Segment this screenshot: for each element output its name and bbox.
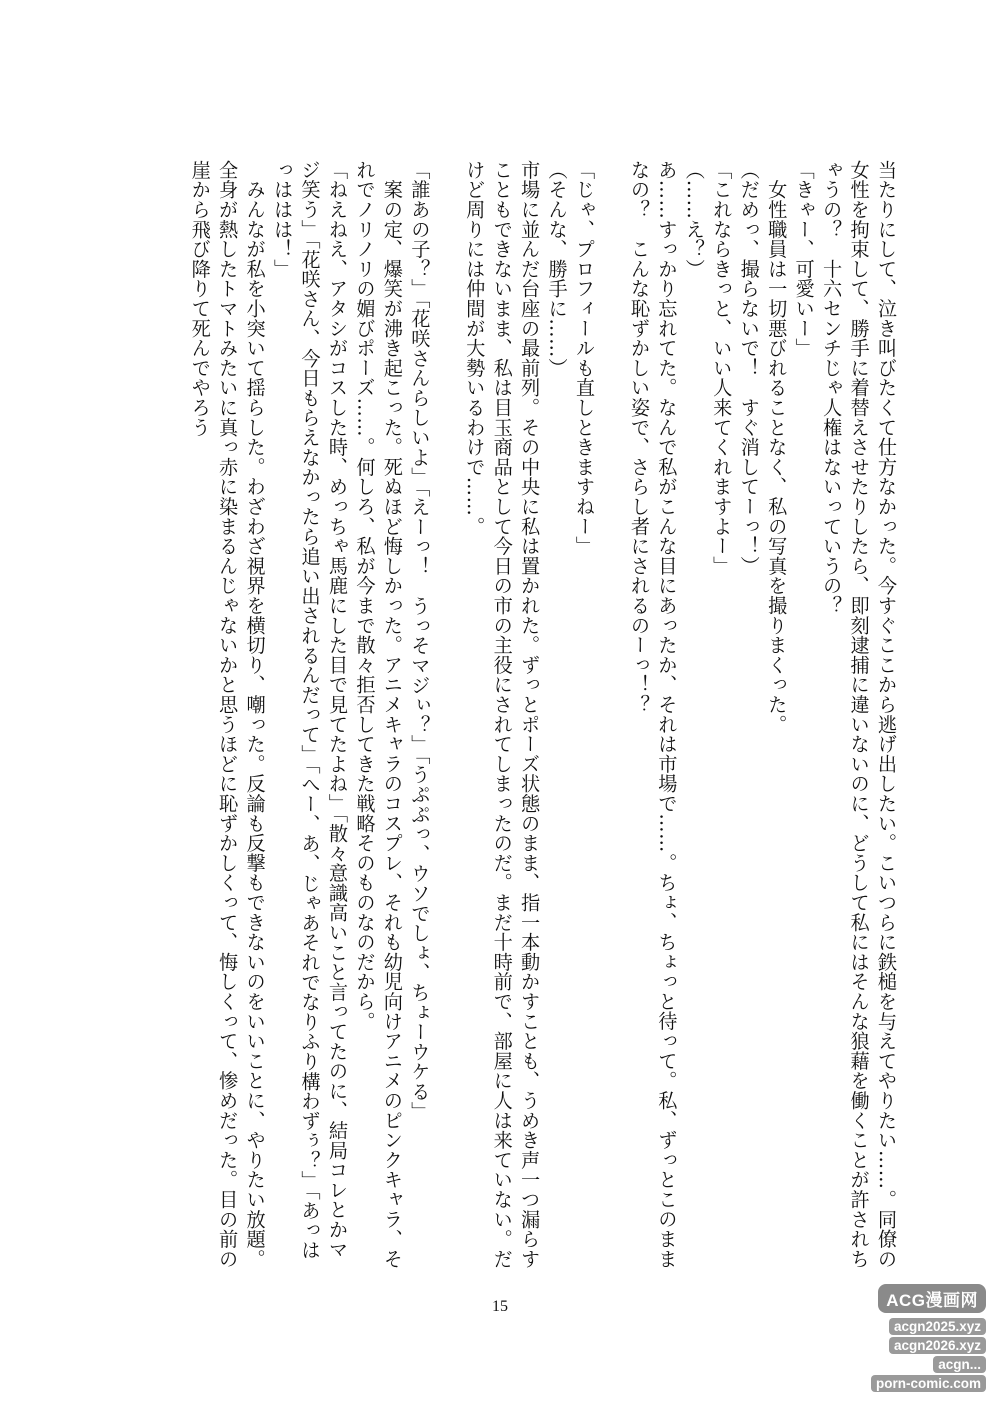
paragraph-11: 「誰あの子？」「花咲さんらしいよ」「えーっ！ うっそマジぃ？」「うぷぷっ、ウソでしょ、ちょーウケる」 xyxy=(408,160,432,1122)
paragraph-13: 「ねえねえ、アタシがコスした時、めっちゃ馬鹿にした目で見てたよね」「散々意識高いこと言ってたのに、結局コレとかマジ笑う」「花咲さん、今日もらえなかったら追い出されるんだって」「へー、あ、じゃあそれでなりふり構わずぅ？」「あっはっははは！」 xyxy=(271,160,349,1260)
paragraph-4: （だめっ、撮らないで！ すぐ消してーっ！） xyxy=(737,160,761,576)
paragraph-10: 市場に並んだ台座の最前列。その中央に私は置かれた。ずっとポーズ状態のまま、指一本動かすことも、うめき声一つ漏らすこともできないまま、私は目玉商品として今日の市の主役にされてしまったのだ。まだ十時前で、部屋に人は来ていない。だけど周りには仲間が大勢いるわけで……。 xyxy=(463,160,542,1269)
paragraph-9: （そんな、勝手に……） xyxy=(545,160,569,378)
watermark-domain-2: acgn2026.xyz xyxy=(889,1337,986,1354)
vertical-text-body xyxy=(100,160,900,1275)
paragraph-6: （……え？） xyxy=(682,160,706,279)
watermark-domain-3: acgn... xyxy=(933,1356,986,1373)
paragraph-5: 「これならきっと、いい人来てくれますよー」 xyxy=(710,160,734,576)
paragraph-3: 女性職員は一切悪びれることなく、私の写真を撮りまくった。 xyxy=(765,160,789,735)
paragraph-1: 当たりにして、泣き叫びたくて仕方なかった。今すぐここから逃げ出したい。こいつらに鉄槌を与えてやりたい……。同僚の女性を拘束して、勝手に着替えさせたりしたら、即刻逮捕に違いないのに、どうして私にはそんな狼藉を働くことが許されちゃうの？ 十六センチじゃ人権はないっていうの？ xyxy=(820,160,898,1269)
paragraph-2: 「きゃー、可愛いー」 xyxy=(792,160,816,358)
paragraph-7: あ……すっかり忘れてた。なんで私がこんな目にあったか、それは市場で……。ちょ、ちょっと待って。私、ずっとこのままなの？ こんな恥ずかしい姿で、さらし者にされるのーっ！？ xyxy=(627,160,679,1269)
watermark-domain-1: acgn2025.xyz xyxy=(889,1318,986,1335)
watermark-brand: ACG漫画网 xyxy=(878,1284,986,1313)
paragraph-8: 「じゃ、プロフィールも直しときますねー」 xyxy=(573,160,597,556)
watermark xyxy=(856,1284,986,1402)
paragraph-14: みんなが私を小突いて揺らした。わざわざ視界を横切り、嘲った。反論も反撃もできないのをいいことに、やりたい放題。全身が熱したトマトみたいに真っ赤に染まるんじゃないかと思うほどに恥ずかしくって、悔しくって、惨めだった。目の前の崖から飛び降りて死んでやろう xyxy=(188,160,267,1269)
watermark-domain-4: porn-comic.com xyxy=(871,1375,986,1392)
paragraph-12: 案の定、爆笑が沸き起こった。死ぬほど悔しかった。アニメキャラのコスプレ、それも幼児向けアニメのピンクキャラ、それでノリノリの媚びポーズ……。何しろ、私が今まで散々拒否してきた戦略そのものなのだから。 xyxy=(353,160,404,1269)
page-number: 15 xyxy=(492,1298,508,1315)
